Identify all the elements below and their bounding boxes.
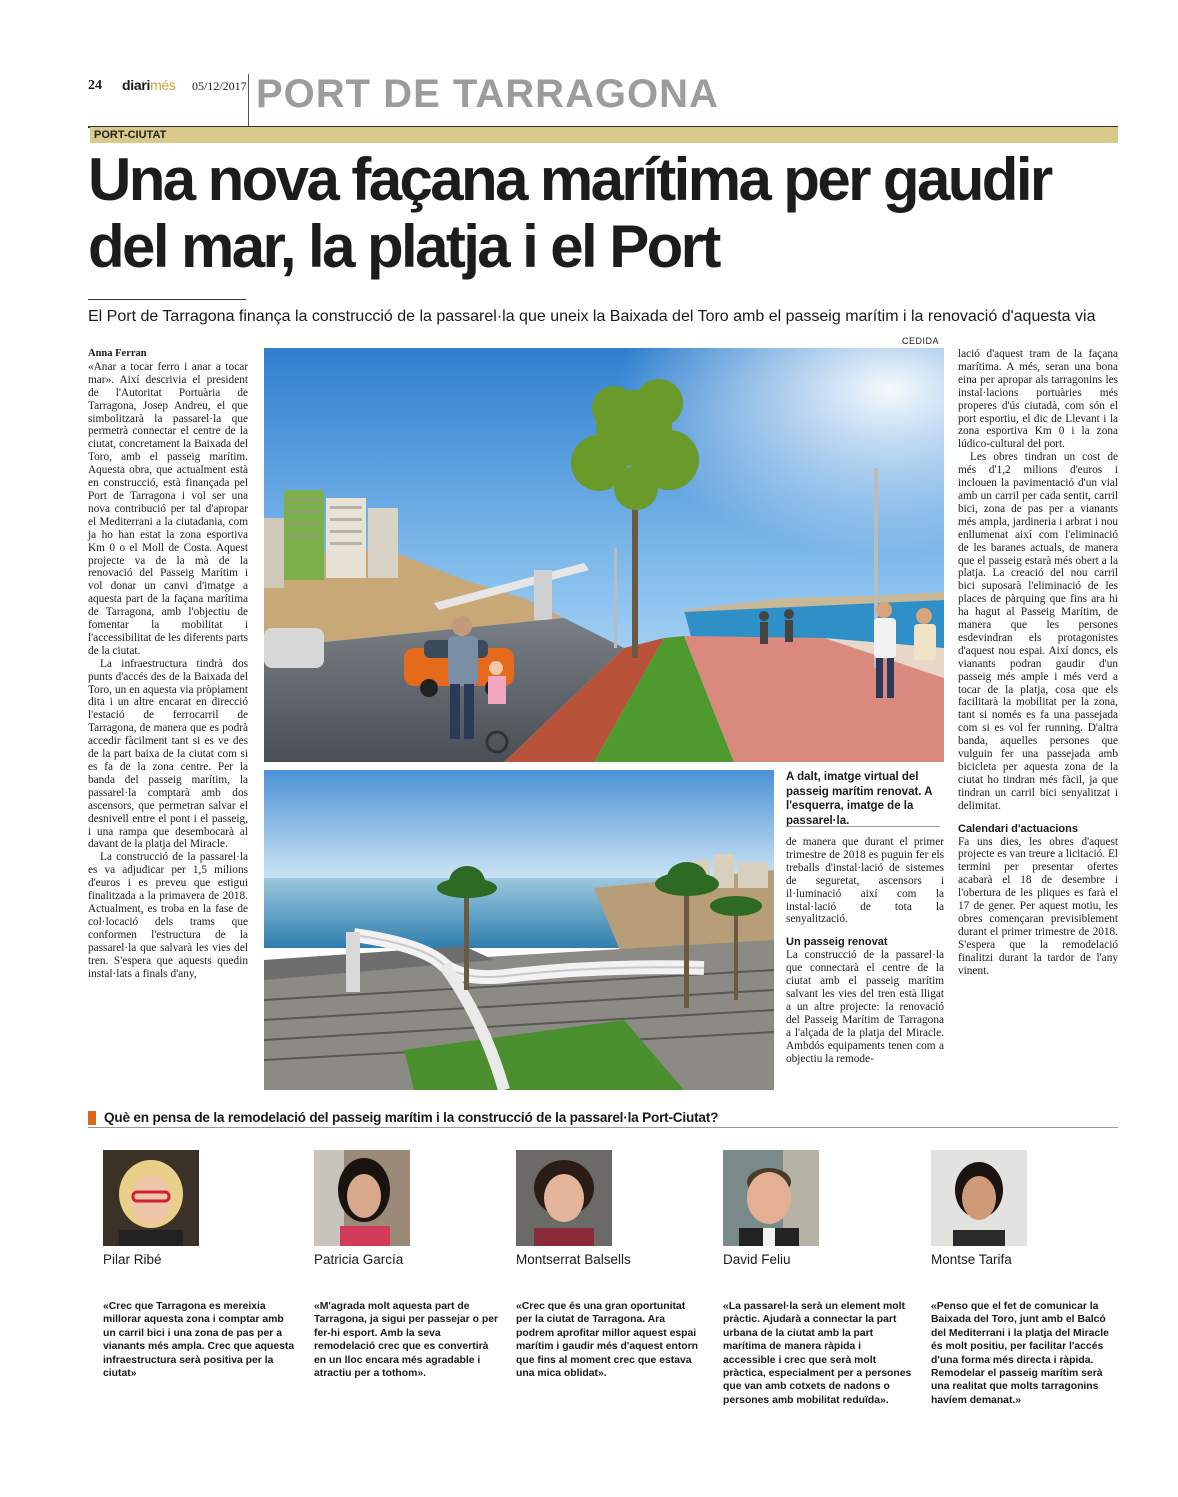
photo-credit: CEDIDA: [902, 336, 940, 346]
question-rule: [88, 1127, 1118, 1128]
portrait-illustration: [314, 1150, 410, 1246]
person-quote: «Crec que és una gran oportunitat per la ciutat de Tarragona. Ara podrem aprofitar millor aquest espai marítim i gaudir més d'aquest entorn que fins al moment crec que estava una mica oblidat».: [516, 1301, 699, 1380]
article-column-3: [786, 836, 944, 1065]
portrait-illustration: [516, 1150, 612, 1246]
subsection-label: PORT-CIUTAT: [94, 129, 167, 141]
brand-accent: més: [150, 77, 176, 93]
person-quote: «Crec que Tarragona es mereixia millorar aquesta zona i comptar amb un carril bici i una zona de pas per a vianants més ampla. Crec que aquesta infraestructura serà positiva per la ciutat»: [103, 1301, 295, 1380]
person-quote: «Penso que el fet de comunicar la Baixada del Toro, junt amb el Balcó del Mediterrani i la platja del Miracle és molt positiu, per facilitar l'accés d'una forma més directa i ràpida. Remodelar el passeig marítim serà una realitat que molts tarragonins havíem demanat.»: [931, 1301, 1109, 1406]
portrait-illustration: [931, 1150, 1027, 1246]
article-column-1: [88, 348, 248, 980]
paragraph: La infraestructura tindrà dos punts d'accés des de la Baixada del Toro, un en aquesta via pròpiament dita i un altre encarat en direcció l'estació de ferrocarril de Tarragona, de manera que es podrà accedir fàcilment tant si es ve des de la part baixa de la ciutat com si es fa de la zona centre. Per la banda del passeig marítim, la passarel·la comptarà amb dos ascensors, que permetran salvar el desnivell entre el pont i el passeig, i una rampa que desembocarà al davant de la platja del Miracle.: [88, 657, 248, 851]
paragraph: de manera que durant el primer trimestre de 2018 es puguin fer els treballs d'instal·lació de sistemes de seguretat, ascensors i il·luminació així com la instal·lació de tota la senyalització.: [786, 836, 944, 926]
question-marker: [88, 1111, 96, 1125]
portrait-illustration: [103, 1150, 199, 1246]
paragraph: Les obres tindran un cost de més d'1,2 milions d'euros i inclouen la pavimentació d'un vial amb un carril per cada sentit, carril bici, zona de pas per a vianants més ampla, jardineria i arbrat i nou enllumenat així com l'eliminació de les baranes actuals, de manera que el passeig estarà més obert a la platja. La creació del nou carril bici suposarà l'eliminació de les places de pàrquing que fins ara hi ha hagut al Passeig Marítim, de manera que les persones esdevindran els protagonistes d'aquest nou espai. Així doncs, els vianants podran gaudir d'un passeig més ample i més verd a tocar de la platja, cosa que els facilitarà la mobilitat per la zona, tant si només es fa una passejada com si es vol fer running. D'altra banda, aquelles persones que vulguin fer una passejada amb bicicleta per aquesta zona de la ciutat ho tindran més fàcil, ja que tindran un carril bici senyalitzat i delimitat.: [958, 451, 1118, 812]
portrait-photo: [314, 1150, 410, 1246]
person-name: Patricia García: [314, 1252, 404, 1267]
paragraph: La construcció de la passarel·la que connectarà el centre de la ciutat amb el passeig marítim salvant les vies del tren està lligat a un altre projecte: la renovació del Passeig Marítim de Tarragona a l'alçada de la platja del Miracle. Ambdós equipaments tenen com a objectiu la remode-: [786, 949, 944, 1065]
person-name: Montserrat Balsells: [516, 1252, 631, 1267]
portrait-photo: [516, 1150, 612, 1246]
byline: Anna Ferran: [88, 348, 147, 359]
header-divider: [248, 74, 249, 126]
subsection-band: [90, 127, 1118, 143]
caption-rule: [786, 826, 940, 827]
section-title: PORT DE TARRAGONA: [256, 72, 719, 116]
issue-date: 05/12/2017: [192, 79, 247, 93]
article-column-4: [958, 348, 1118, 978]
person-quote: «M'agrada molt aquesta part de Tarragona, ja sigui per passejar o per fer-hi esport. Amb la seva remodelació crec que es convertirà en un lloc encara més agradable i atractiu per a tothom».: [314, 1301, 499, 1380]
person-name: Montse Tarifa: [931, 1252, 1012, 1267]
page-number: 24: [88, 78, 102, 93]
paragraph: Fa uns dies, les obres d'aquest projecte es van treure a licitació. El termini per presentar ofertes acabarà el 18 de desembre i l'obertura de les pliques es farà el 17 de gener. Per aquest motiu, les obres començaran previsiblement durant el primer trimestre de 2018. S'espera que la remodelació finalitzi durant la tardor de l'any vinent.: [958, 835, 1118, 977]
promenade-render-photo: [264, 348, 944, 762]
survey-question: Què en pensa de la remodelació del passeig marítim i la construcció de la passarel·la Port-Ciutat?: [104, 1110, 719, 1125]
portrait-illustration: [723, 1150, 819, 1246]
section-heading-calendari: Calendari d'actuacions: [958, 822, 1078, 835]
section-heading-passeig: Un passeig renovat: [786, 936, 888, 949]
photo-caption: A dalt, imatge virtual del passeig marítim renovat. A l'esquerra, imatge de la passarel·la.: [786, 771, 933, 827]
subhead-rule: [88, 299, 246, 300]
newspaper-logo: [122, 77, 176, 93]
footbridge-photo: [264, 770, 774, 1090]
person-quote: «La passarel·la serà un element molt pràctic. Ajudarà a connectar la part urbana de la ciutat amb la part marítima de manera ràpida i accessible i crec que serà molt pràctica, especialment per a persones que van amb cotxets de nadons o persones amb mobilitat reduïda».: [723, 1301, 912, 1406]
paragraph: «Anar a tocar ferro i anar a tocar mar». Així descrivia el president de l'Autoritat Portuària de Tarragona, Josep Andreu, el que simbolitzarà la passarel·la que permetrà connectar el centre de la ciutat, concretament la Baixada del Toro, amb el passeig marítim. Aquesta obra, que actualment està en construcció, està finançada pel Port de Tarragona i vol ser una nova contribució per tal d'apropar el Mediterrani a la ciutadania, com ja ho han estat la zona esportiva Km 0 o el Moll de Costa. Aquest projecte va de la mà de la renovació del Passeig Marítim i vol donar un canvi d'imatge a aquesta part de la façana marítima de Tarragona, amb l'objectiu de fomentar la mobilitat i l'accessibilitat de les diferents parts de la ciutat.: [88, 360, 248, 657]
promenade-render-illustration: [264, 348, 944, 762]
portrait-photo: [931, 1150, 1027, 1246]
portrait-photo: [723, 1150, 819, 1246]
portrait-photo: [103, 1150, 199, 1246]
paragraph: La construcció de la passarel·la es va adjudicar per 1,5 milions d'euros i es preveu que estigui finalitzada a la primavera de 2018. Actualment, es troba en la fase de col·locació dels trams que conformen l'estructura de la passarel·la que salvarà les vies del tren. S'espera que aquests quedin instal·lats a finals d'any,: [88, 851, 248, 980]
subheadline: El Port de Tarragona finança la construcció de la passarel·la que uneix la Baixada del Toro amb el passeig marítim i la renovació d'aquesta via: [88, 308, 1096, 325]
footbridge-illustration: [264, 770, 774, 1090]
person-name: Pilar Ribé: [103, 1252, 162, 1267]
paragraph: lació d'aquest tram de la façana marítima. A més, seran una bona eina per apropar als tarragonins les instal·lacions portuàries més properes d'ús ciutadà, com són el port esportiu, el dic de Llevant i la zona esportiva Km 0 i la zona lúdico-cultural del port.: [958, 348, 1118, 451]
brand-main: diari: [122, 77, 151, 93]
person-name: David Feliu: [723, 1252, 791, 1267]
headline: Una nova façana marítima per gaudir del mar, la platja i el Port: [88, 146, 1051, 280]
